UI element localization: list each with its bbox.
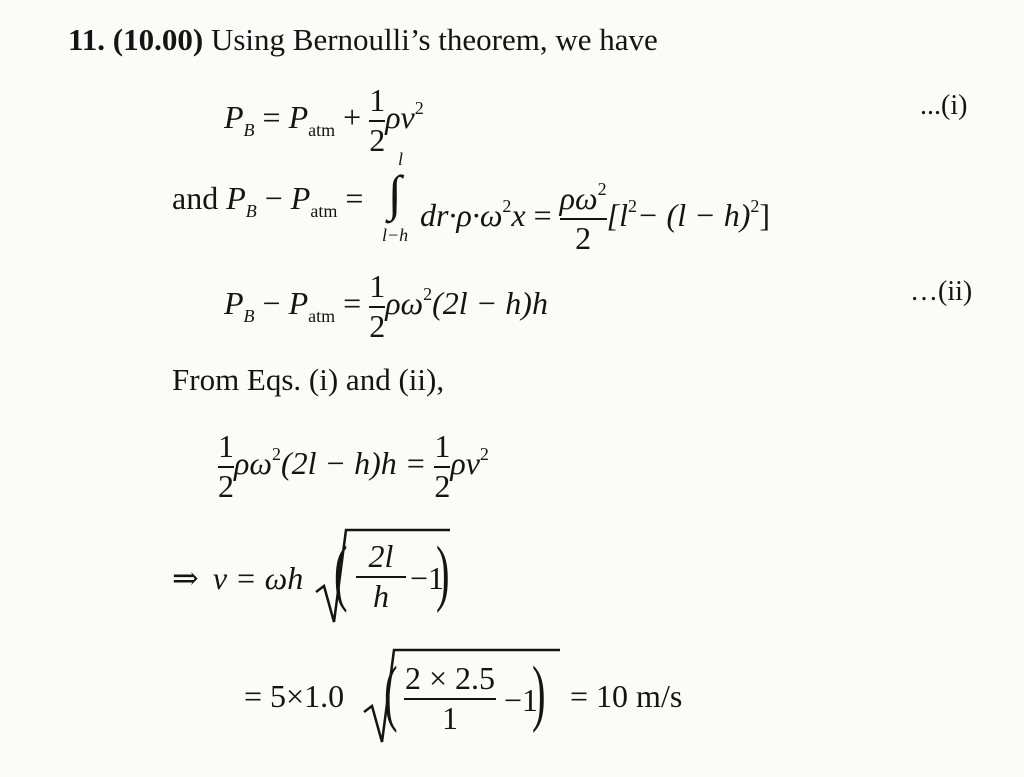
problem-intro-text: Using Bernoulli’s theorem, we have	[210, 22, 658, 57]
minus-one: −1	[410, 560, 445, 596]
integral-sign: ∫	[388, 165, 402, 221]
from-eqs-text: From Eqs. (i) and (ii),	[172, 362, 445, 397]
fraction-rho-omega-sq-over-2	[559, 179, 607, 256]
expression-rest: (2l − h)h	[432, 284, 548, 321]
subscript-atm: atm	[310, 201, 338, 221]
superscript-2: 2	[597, 179, 607, 199]
symbol-P: P	[224, 284, 244, 321]
velocity-lhs: v = ωh	[212, 560, 304, 596]
bracket-open-l: [l	[606, 196, 628, 233]
equation-integral	[172, 180, 364, 221]
symbol-P: P	[226, 180, 246, 216]
minus-one: −1	[504, 682, 539, 718]
paren-close-icon: )	[532, 652, 546, 734]
symbol-P-atm: P	[288, 284, 309, 321]
superscript-2: 2	[479, 443, 489, 464]
fraction-numerator: 1	[369, 268, 386, 304]
fraction-denominator: 2	[218, 467, 234, 504]
equals-sign: =	[262, 98, 281, 135]
paren-open-icon: (	[384, 652, 398, 734]
rho-omega: ρω	[234, 444, 272, 481]
implies-arrow: ⇒	[172, 560, 199, 596]
equation-velocity	[172, 562, 303, 594]
fraction-denominator: 2	[369, 121, 386, 158]
fraction-numerator: 2 × 2.5	[404, 660, 496, 696]
subscript-B: B	[243, 305, 255, 326]
integral-upper-limit: l	[398, 149, 404, 169]
problem-heading	[68, 24, 658, 55]
numeric-result: = 10 m/s	[570, 678, 683, 714]
subscript-B: B	[243, 119, 255, 140]
fraction-half	[434, 430, 450, 503]
equation-i	[224, 84, 424, 157]
fraction-denominator: 2	[575, 219, 592, 256]
integrand-text: dr·ρ·ω	[420, 196, 503, 233]
symbol-P-atm: P	[288, 98, 309, 135]
superscript-2: 2	[750, 195, 760, 216]
superscript-2: 2	[627, 195, 637, 216]
fraction-numerator: 1	[369, 82, 386, 118]
rho-omega: ρω	[559, 180, 598, 216]
variable-x: x	[511, 196, 526, 233]
subscript-B: B	[245, 201, 257, 221]
fraction-numerator	[559, 179, 607, 216]
fraction-2l-over-h	[356, 540, 406, 613]
rho-v: ρv	[450, 444, 480, 481]
equals-sign: =	[343, 284, 362, 321]
fraction-numerator: 1	[434, 428, 451, 464]
superscript-2: 2	[414, 97, 424, 118]
symbol-P-atm: P	[290, 180, 311, 216]
paren-open-icon: (	[334, 532, 348, 614]
fraction-half	[369, 84, 385, 157]
fraction-numerator: 2l	[368, 538, 394, 574]
rho-v: ρv	[385, 98, 415, 135]
fraction-denominator: 2	[434, 467, 451, 504]
equals-sign: =	[533, 196, 552, 233]
plus-sign: +	[343, 98, 362, 135]
fraction-numerator: 1	[218, 428, 234, 464]
bracket-close: ]	[759, 196, 770, 233]
equation-numeric	[244, 680, 344, 712]
fraction	[356, 540, 406, 613]
numeric-lhs: = 5×1.0	[244, 678, 345, 714]
paren-close-icon: )	[436, 532, 450, 614]
integral-lower-limit: l−h	[382, 225, 409, 245]
expression-middle: (2l − h)h =	[280, 444, 427, 481]
superscript-2: 2	[502, 195, 512, 216]
integrand	[420, 179, 770, 256]
bracket-middle: − (l − h)	[636, 196, 751, 233]
fraction-denominator: 2	[369, 307, 386, 344]
superscript-2: 2	[423, 283, 433, 304]
superscript-2: 2	[271, 443, 281, 464]
fraction-half	[369, 270, 385, 343]
rho-omega: ρω	[385, 284, 424, 321]
subscript-atm: atm	[308, 305, 336, 326]
equation-combined	[218, 430, 489, 503]
minus-sign: −	[262, 284, 281, 321]
problem-number: 11.	[68, 22, 106, 57]
fraction-numeric	[404, 662, 496, 735]
equation-ii	[224, 270, 548, 343]
fraction	[404, 662, 496, 735]
fraction-denominator: 1	[442, 699, 458, 736]
fraction-denominator: h	[373, 577, 389, 614]
symbol-P: P	[224, 98, 244, 135]
word-and: and	[172, 180, 219, 216]
minus-sign: −	[264, 180, 283, 216]
subscript-atm: atm	[308, 119, 336, 140]
equation-ref-i: ...(i)	[920, 90, 968, 121]
problem-marks: (10.00)	[112, 22, 204, 57]
equals-sign: =	[345, 180, 364, 216]
fraction-half	[218, 430, 234, 503]
equation-ref-ii: …(ii)	[910, 276, 973, 307]
